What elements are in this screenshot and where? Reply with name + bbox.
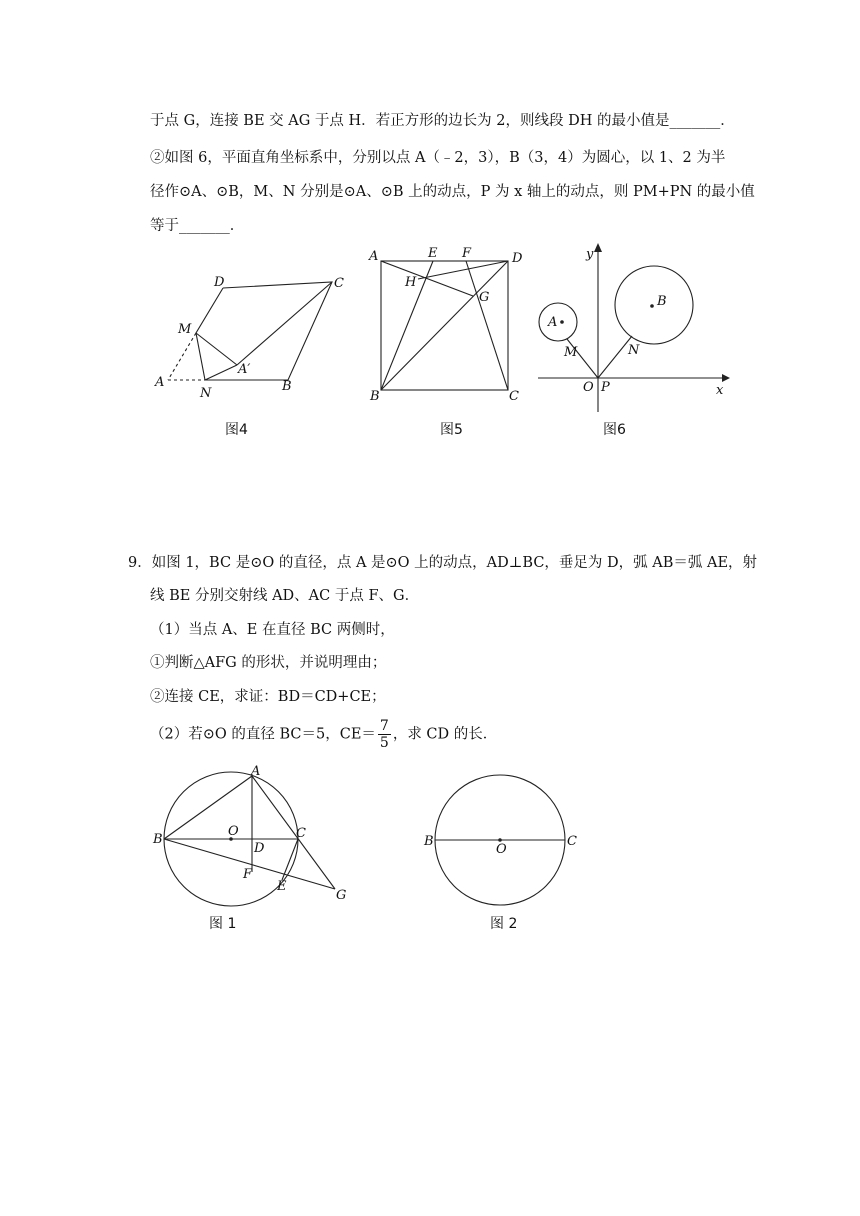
fig1-label-O: O: [228, 824, 239, 839]
fig2-label-B: B: [424, 834, 434, 849]
q9-line-1: 9．如图 1，BC 是⊙O 的直径，点 A 是⊙O 上的动点，AD⊥BC，垂足为 D，弧 AB＝弧 AE，射: [128, 555, 758, 571]
fig4-label-A1: A′: [238, 362, 251, 377]
fig5-label-B: B: [370, 389, 380, 404]
q8-line-3: 径作⊙A、⊙B，M、N 分别是⊙A、⊙B 上的动点，P 为 x 轴上的动点，则 PM+PN 的最小值: [150, 184, 755, 200]
q9-line-3: （1）当点 A、E 在直径 BC 两侧时，: [150, 622, 395, 638]
fig5-label-A: A: [369, 249, 379, 264]
q9-line-5: ②连接 CE，求证：BD＝CD+CE；: [150, 689, 386, 705]
q9-line-6-post: ，求 CD 的长．: [392, 726, 498, 743]
fig4-caption: 图4: [225, 422, 248, 438]
fig5-label-C: C: [509, 389, 519, 404]
fig6-label-M: M: [564, 345, 578, 360]
fig6-label-B: B: [657, 294, 667, 309]
fig4-label-A: A: [155, 375, 165, 390]
q9-line-2: 线 BE 分别交射线 AD、AC 于点 F、G．: [150, 588, 420, 604]
fraction-denominator: 5: [379, 735, 389, 751]
fig2-label-C: C: [567, 834, 577, 849]
fig6-caption: 图6: [603, 422, 626, 438]
fig4-label-M: M: [178, 322, 192, 337]
fig4-label-D: D: [214, 275, 225, 290]
fig6-label-A: A: [548, 315, 558, 330]
fig6-label-N: N: [628, 343, 640, 358]
fig4-label-C: C: [334, 276, 344, 291]
fig6-label-O: O: [583, 380, 594, 395]
q8-line-1: 于点 G，连接 BE 交 AG 于点 H．若正方形的边长为 2，则线段 DH 的最小值是_______．: [150, 113, 735, 129]
fig1-label-A: A: [251, 764, 261, 779]
fig1-label-B: B: [153, 832, 163, 847]
fig5-caption: 图5: [440, 422, 463, 438]
q8-line-2: ②如图 6，平面直角坐标系中，分别以点 A（﹣2，3），B（3，4）为圆心，以 1、2 为半: [150, 150, 726, 166]
fig5-label-F: F: [462, 246, 472, 261]
fig5-label-D: D: [512, 251, 523, 266]
q8-line-4: 等于_______．: [150, 218, 245, 234]
fig5-label-H: H: [405, 275, 417, 290]
fig1-label-E: E: [277, 879, 287, 894]
fig1-caption: 图 1: [209, 916, 237, 932]
fraction-numerator: 7: [379, 718, 389, 734]
fig1-label-D: D: [254, 841, 265, 856]
fig6-label-x: x: [716, 383, 724, 398]
fig4-label-B: B: [282, 379, 292, 394]
fig5-label-G: G: [479, 290, 490, 305]
fig2-caption: 图 2: [490, 916, 518, 932]
q9-line-4: ①判断△AFG 的形状，并说明理由；: [150, 655, 387, 671]
q9-line-6-pre: （2）若⊙O 的直径 BC＝5，CE＝: [150, 726, 376, 743]
fig6-label-y: y: [586, 247, 594, 262]
fig1-label-G: G: [336, 888, 347, 903]
fig2-label-O: O: [496, 842, 507, 857]
fig1-label-F: F: [243, 867, 253, 882]
fig6-label-P: P: [601, 380, 610, 395]
fig4-label-N: N: [200, 386, 212, 401]
fig5-label-E: E: [428, 246, 438, 261]
fig1-label-C: C: [296, 826, 306, 841]
